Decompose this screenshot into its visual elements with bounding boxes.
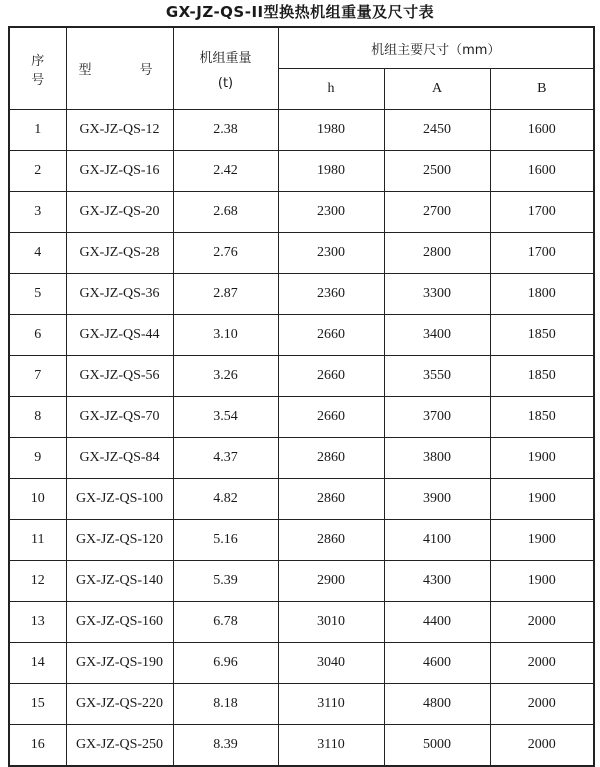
row-model: GX-JZ-QS-16 — [66, 151, 173, 192]
row-a: 3400 — [384, 315, 490, 356]
row-a: 3800 — [384, 438, 490, 479]
row-index: 7 — [9, 356, 66, 397]
row-model: GX-JZ-QS-70 — [66, 397, 173, 438]
row-h: 2660 — [278, 315, 384, 356]
row-model: GX-JZ-QS-250 — [66, 725, 173, 767]
row-model: GX-JZ-QS-100 — [66, 479, 173, 520]
row-h: 2300 — [278, 192, 384, 233]
table-body — [9, 110, 594, 767]
weight-header — [173, 27, 278, 110]
row-b: 1900 — [490, 520, 594, 561]
row-a: 4600 — [384, 643, 490, 684]
table-row — [9, 397, 594, 438]
dims-group-header: 机组主要尺寸（mm） — [278, 27, 594, 69]
row-weight: 4.82 — [173, 479, 278, 520]
row-a: 3550 — [384, 356, 490, 397]
row-model: GX-JZ-QS-84 — [66, 438, 173, 479]
row-h: 2860 — [278, 438, 384, 479]
row-b: 1600 — [490, 110, 594, 151]
row-b: 1700 — [490, 233, 594, 274]
row-h: 2360 — [278, 274, 384, 315]
a-header: A — [384, 69, 490, 110]
row-index: 16 — [9, 725, 66, 767]
row-a: 4300 — [384, 561, 490, 602]
row-b: 2000 — [490, 684, 594, 725]
row-index: 11 — [9, 520, 66, 561]
table-row — [9, 561, 594, 602]
row-model: GX-JZ-QS-36 — [66, 274, 173, 315]
row-weight: 8.18 — [173, 684, 278, 725]
row-h: 1980 — [278, 110, 384, 151]
row-h: 1980 — [278, 151, 384, 192]
row-h: 2660 — [278, 356, 384, 397]
row-a: 2500 — [384, 151, 490, 192]
row-index: 15 — [9, 684, 66, 725]
row-h: 2300 — [278, 233, 384, 274]
row-model: GX-JZ-QS-120 — [66, 520, 173, 561]
row-h: 3040 — [278, 643, 384, 684]
model-header-left: 型 — [78, 63, 92, 78]
table-header-row — [9, 27, 594, 69]
table-row — [9, 602, 594, 643]
row-a: 2800 — [384, 233, 490, 274]
table-row — [9, 684, 594, 725]
b-header: B — [490, 69, 594, 110]
row-index: 9 — [9, 438, 66, 479]
row-weight: 2.42 — [173, 151, 278, 192]
row-index: 5 — [9, 274, 66, 315]
row-index: 10 — [9, 479, 66, 520]
row-weight: 5.16 — [173, 520, 278, 561]
row-a: 3900 — [384, 479, 490, 520]
row-weight: 2.38 — [173, 110, 278, 151]
row-weight: 6.78 — [173, 602, 278, 643]
row-weight: 2.87 — [173, 274, 278, 315]
page-title: GX-JZ-QS-II型换热机组重量及尺寸表 — [165, 3, 435, 21]
row-model: GX-JZ-QS-12 — [66, 110, 173, 151]
table-row — [9, 192, 594, 233]
row-weight: 5.39 — [173, 561, 278, 602]
index-header-bottom: 号 — [31, 72, 45, 88]
table-row — [9, 643, 594, 684]
row-h: 2900 — [278, 561, 384, 602]
row-h: 3110 — [278, 725, 384, 767]
row-b: 2000 — [490, 602, 594, 643]
table-row — [9, 233, 594, 274]
row-index: 1 — [9, 110, 66, 151]
table-row — [9, 438, 594, 479]
row-model: GX-JZ-QS-56 — [66, 356, 173, 397]
spec-table — [8, 26, 595, 767]
row-a: 2450 — [384, 110, 490, 151]
row-model: GX-JZ-QS-44 — [66, 315, 173, 356]
row-b: 1900 — [490, 561, 594, 602]
row-a: 4100 — [384, 520, 490, 561]
table-row — [9, 479, 594, 520]
row-h: 3110 — [278, 684, 384, 725]
weight-header-unit: (t) — [217, 75, 234, 91]
row-a: 3700 — [384, 397, 490, 438]
h-header: h — [278, 69, 384, 110]
row-model: GX-JZ-QS-20 — [66, 192, 173, 233]
row-b: 1900 — [490, 438, 594, 479]
weight-header-label: 机组重量 — [199, 50, 252, 66]
row-h: 2860 — [278, 520, 384, 561]
row-model: GX-JZ-QS-28 — [66, 233, 173, 274]
index-header-top: 序 — [31, 53, 45, 69]
index-header — [9, 27, 66, 110]
row-b: 1600 — [490, 151, 594, 192]
row-weight: 2.68 — [173, 192, 278, 233]
row-b: 1700 — [490, 192, 594, 233]
row-h: 3010 — [278, 602, 384, 643]
row-weight: 2.76 — [173, 233, 278, 274]
row-weight: 4.37 — [173, 438, 278, 479]
row-b: 2000 — [490, 643, 594, 684]
table-row — [9, 356, 594, 397]
row-b: 1850 — [490, 315, 594, 356]
row-index: 3 — [9, 192, 66, 233]
row-a: 4800 — [384, 684, 490, 725]
table-row — [9, 274, 594, 315]
table-row — [9, 151, 594, 192]
table-row — [9, 110, 594, 151]
row-a: 5000 — [384, 725, 490, 767]
row-index: 4 — [9, 233, 66, 274]
row-weight: 8.39 — [173, 725, 278, 767]
row-a: 3300 — [384, 274, 490, 315]
row-b: 1850 — [490, 356, 594, 397]
row-model: GX-JZ-QS-220 — [66, 684, 173, 725]
row-a: 4400 — [384, 602, 490, 643]
row-index: 2 — [9, 151, 66, 192]
row-index: 13 — [9, 602, 66, 643]
row-weight: 6.96 — [173, 643, 278, 684]
row-h: 2860 — [278, 479, 384, 520]
table-row — [9, 725, 594, 767]
row-h: 2660 — [278, 397, 384, 438]
row-model: GX-JZ-QS-160 — [66, 602, 173, 643]
row-b: 1900 — [490, 479, 594, 520]
row-index: 6 — [9, 315, 66, 356]
row-a: 2700 — [384, 192, 490, 233]
row-index: 12 — [9, 561, 66, 602]
row-weight: 3.54 — [173, 397, 278, 438]
row-model: GX-JZ-QS-190 — [66, 643, 173, 684]
model-header-right: 号 — [139, 63, 153, 78]
table-row — [9, 520, 594, 561]
row-b: 1850 — [490, 397, 594, 438]
row-b: 1800 — [490, 274, 594, 315]
row-b: 2000 — [490, 725, 594, 767]
row-weight: 3.10 — [173, 315, 278, 356]
table-row — [9, 315, 594, 356]
model-header — [66, 27, 173, 110]
row-index: 8 — [9, 397, 66, 438]
row-weight: 3.26 — [173, 356, 278, 397]
row-model: GX-JZ-QS-140 — [66, 561, 173, 602]
row-index: 14 — [9, 643, 66, 684]
